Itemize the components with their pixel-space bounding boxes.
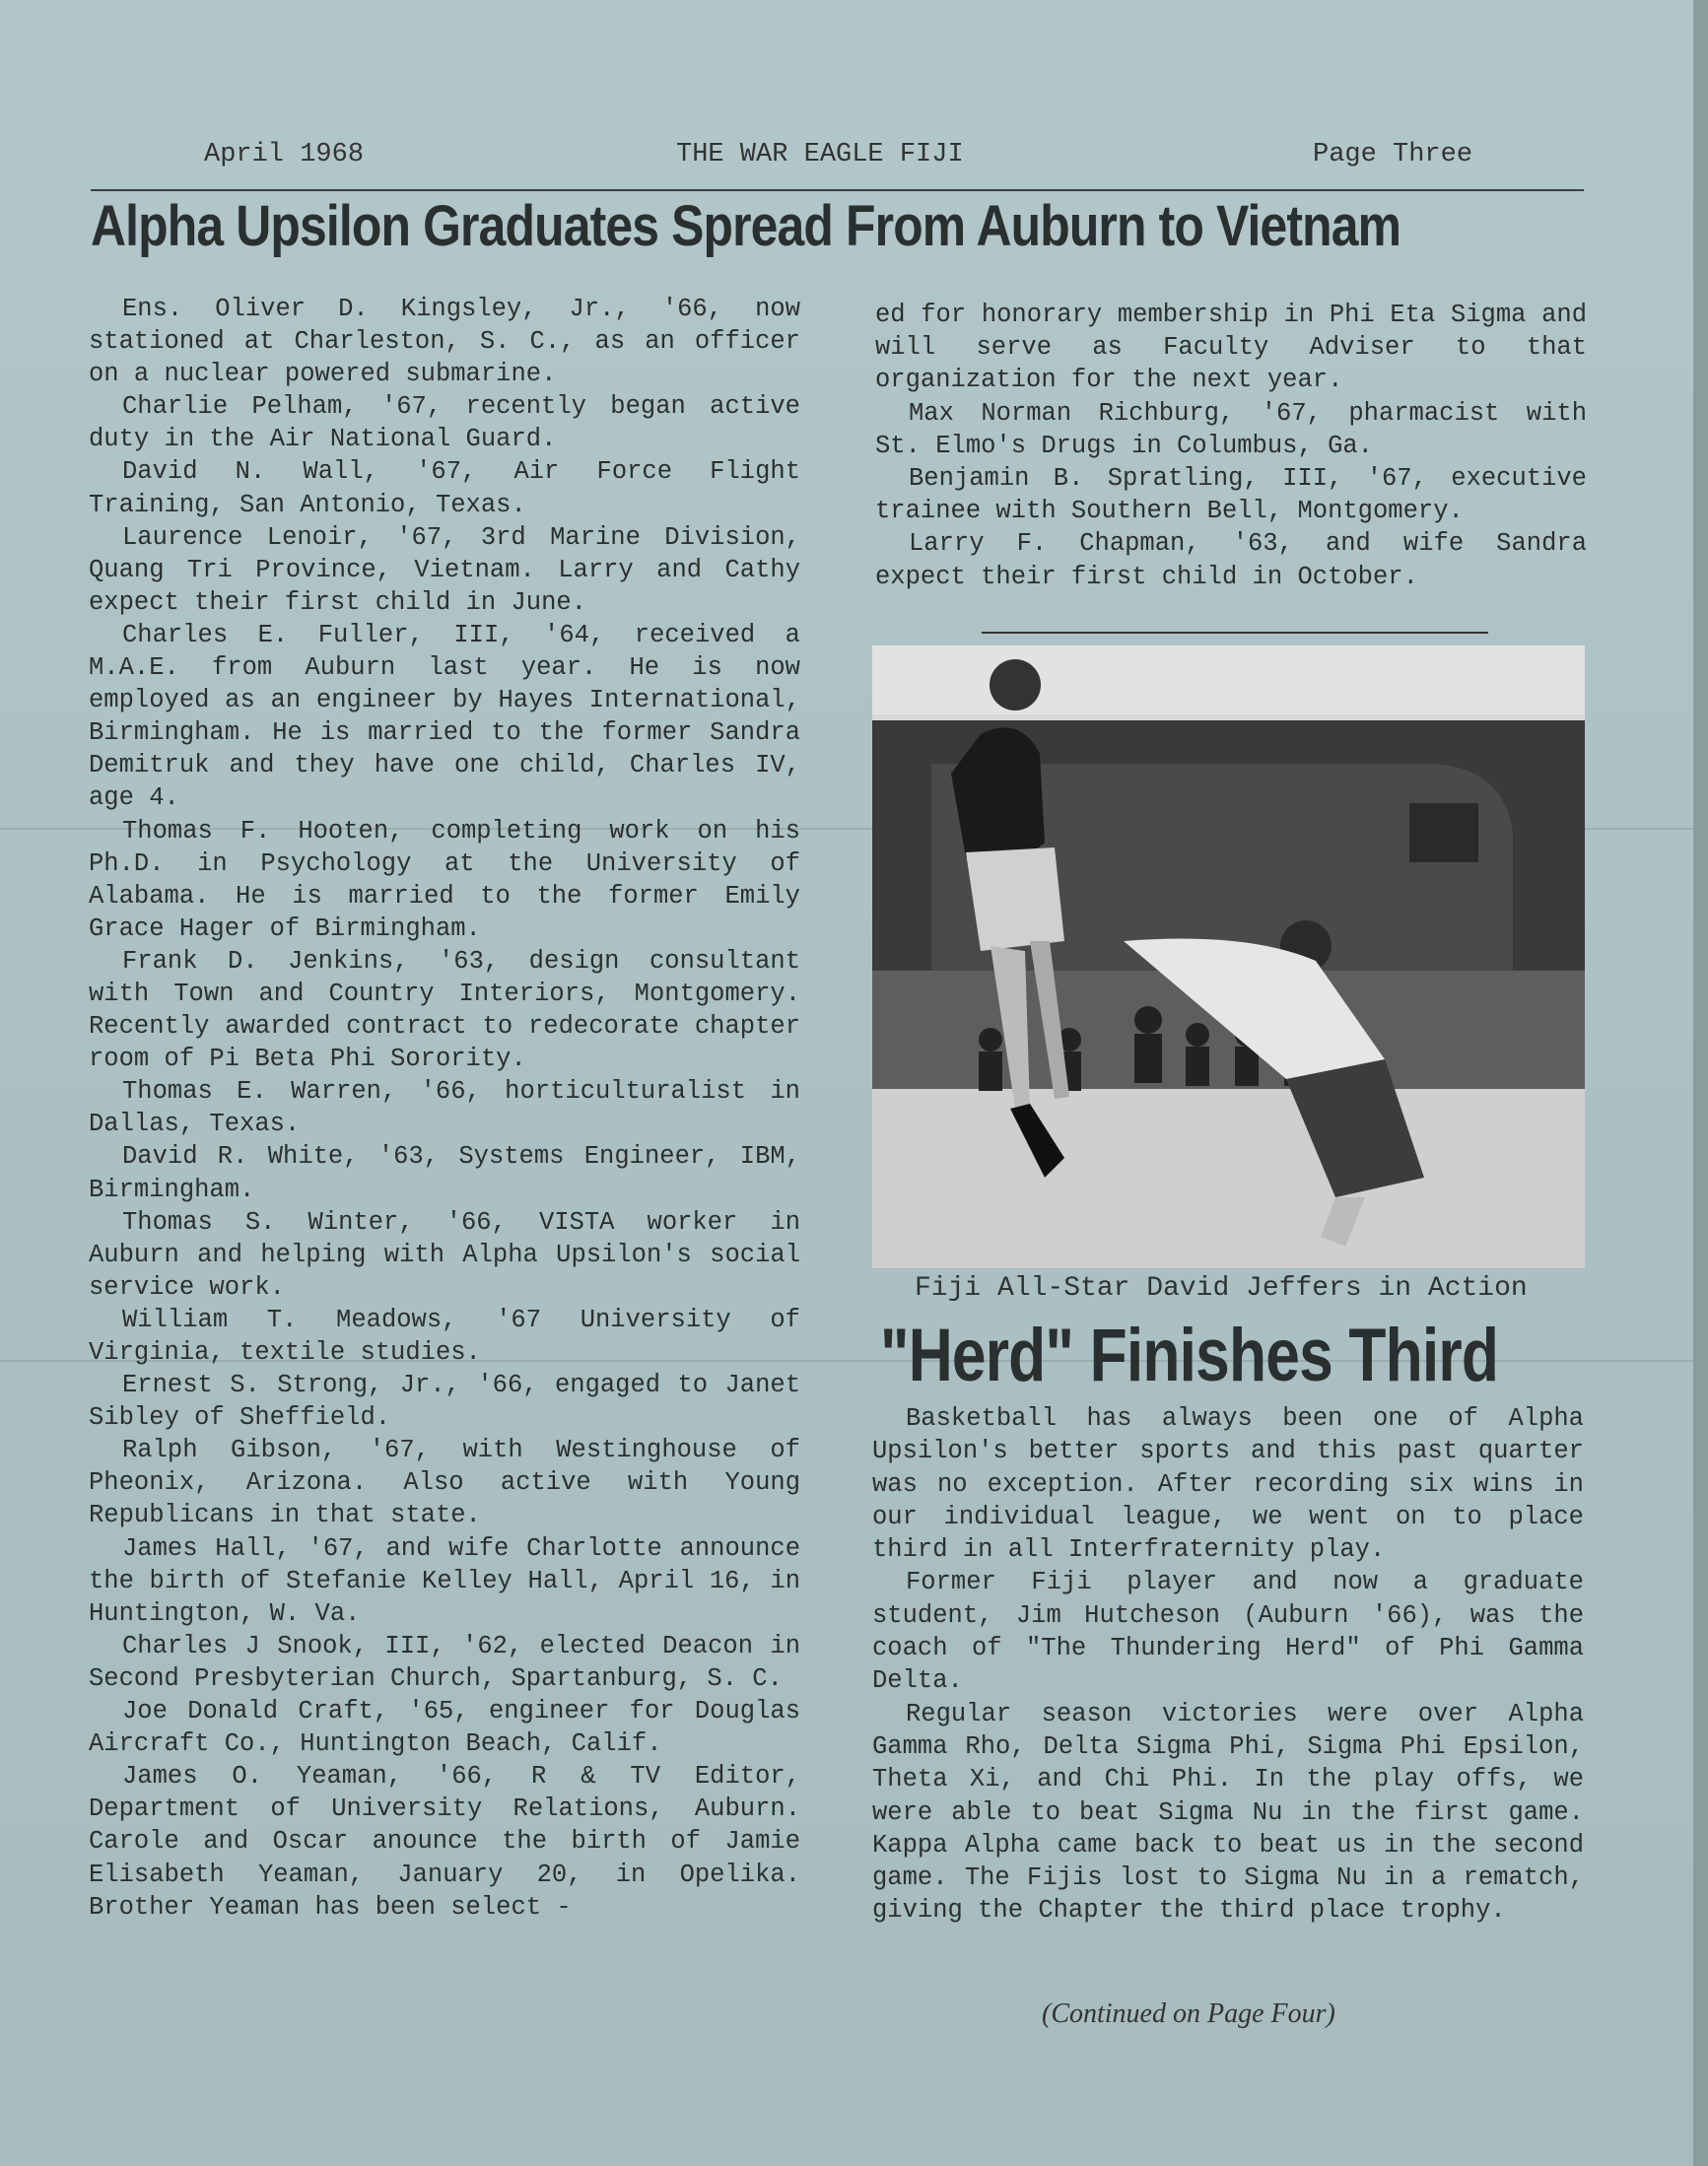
header-rule <box>91 189 1584 191</box>
main-headline: Alpha Upsilon Graduates Spread From Auburn to Vietnam <box>91 194 1401 258</box>
article-body <box>872 1402 1584 1928</box>
continued-note: (Continued on Page Four) <box>1042 1998 1335 2029</box>
alumni-note: James Hall, '67, and wife Charlotte announce the birth of Stefanie Kelley Hall, April 16, in Huntington, W. Va. <box>89 1533 800 1628</box>
alumni-note: William T. Meadows, '67 University of Virginia, textile studies. <box>89 1305 800 1367</box>
alumni-note: David N. Wall, '67, Air Force Flight Training, San Antonio, Texas. <box>89 457 800 519</box>
alumni-note: Frank D. Jenkins, '63, design consultant with Town and Country Interiors, Montgomery. Recently awarded contract to redecorate chapter room of Pi Beta Phi Sorority. <box>89 946 800 1074</box>
header-title: THE WAR EAGLE FIJI <box>676 140 964 169</box>
alumni-column-left <box>89 293 800 1924</box>
alumni-note: Thomas E. Warren, '66, horticulturalist in Dallas, Texas. <box>89 1077 800 1139</box>
alumni-note: Charles E. Fuller, III, '64, received a M.A.E. from Auburn last year. He is now employed as an engineer by Hayes International, Birmingham. He is married to the former Sandra Demitruk and they have one child, Charles IV, age 4. <box>89 620 800 813</box>
header-page: Page Three <box>1313 140 1473 169</box>
alumni-note: David R. White, '63, Systems Engineer, IBM, Birmingham. <box>89 1142 800 1204</box>
photo-caption: Fiji All-Star David Jeffers in Action <box>915 1273 1528 1304</box>
alumni-note: ed for honorary membership in Phi Eta Sigma and will serve as Faculty Adviser to that organization for the next year. <box>875 301 1587 395</box>
alumni-note: Laurence Lenoir, '67, 3rd Marine Division, Quang Tri Province, Vietnam. Larry and Cathy expect their first child in June. <box>89 522 800 617</box>
article-paragraph: Former Fiji player and now a graduate student, Jim Hutcheson (Auburn '66), was the coach of "The Thundering Herd" of Phi Gamma Delta. <box>872 1568 1584 1696</box>
alumni-note: Ernest S. Strong, Jr., '66, engaged to Janet Sibley of Sheffield. <box>89 1371 800 1433</box>
basketball-photo-illustration <box>872 645 1585 1268</box>
basketball-photo <box>872 645 1585 1268</box>
alumni-note: Charles J Snook, III, '62, elected Deacon in Second Presbyterian Church, Spartanburg, S. C. <box>89 1631 800 1693</box>
alumni-note: Charlie Pelham, '67, recently began active duty in the Air National Guard. <box>89 392 800 454</box>
article-headline: "Herd" Finishes Third <box>880 1314 1499 1397</box>
alumni-note: Thomas S. Winter, '66, VISTA worker in Auburn and helping with Alpha Upsilon's social service work. <box>89 1207 800 1302</box>
alumni-note: Max Norman Richburg, '67, pharmacist with St. Elmo's Drugs in Columbus, Ga. <box>875 398 1587 460</box>
header-date: April 1968 <box>204 140 365 169</box>
alumni-column-right <box>875 299 1587 593</box>
alumni-note: Larry F. Chapman, '63, and wife Sandra expect their first child in October. <box>875 529 1587 591</box>
article-paragraph: Basketball has always been one of Alpha Upsilon's better sports and this past quarter was no exception. After recording six wins in our individual league, we went on to place third in all Interfraternity play. <box>872 1404 1584 1565</box>
alumni-note: Ens. Oliver D. Kingsley, Jr., '66, now stationed at Charleston, S. C., as an officer on a nuclear powered submarine. <box>89 295 800 389</box>
alumni-note: James O. Yeaman, '66, R & TV Editor, Department of University Relations, Auburn. Carole and Oscar anounce the birth of Jamie Elisabeth Yeaman, January 20, in Opelika. Brother Yeaman has been select - <box>89 1762 800 1922</box>
alumni-note: Benjamin B. Spratling, III, '67, executive trainee with Southern Bell, Montgomery. <box>875 464 1587 526</box>
alumni-note: Thomas F. Hooten, completing work on his Ph.D. in Psychology at the University of Alabama. He is married to the former Emily Grace Hager of Birmingham. <box>89 816 800 943</box>
article-paragraph: Regular season victories were over Alpha Gamma Rho, Delta Sigma Phi, Sigma Phi Epsilon, Theta Xi, and Chi Phi. In the play offs, we were able to beat Sigma Nu in the first game. Kappa Alpha came back to beat us in the second game. The Fijis lost to Sigma Nu in a rematch, giving the Chapter the third place trophy. <box>872 1699 1584 1926</box>
alumni-note: Ralph Gibson, '67, with Westinghouse of Pheonix, Arizona. Also active with Young Republicans in that state. <box>89 1436 800 1530</box>
alumni-note: Joe Donald Craft, '65, engineer for Douglas Aircraft Co., Huntington Beach, Calif. <box>89 1697 800 1759</box>
section-divider <box>982 632 1488 634</box>
